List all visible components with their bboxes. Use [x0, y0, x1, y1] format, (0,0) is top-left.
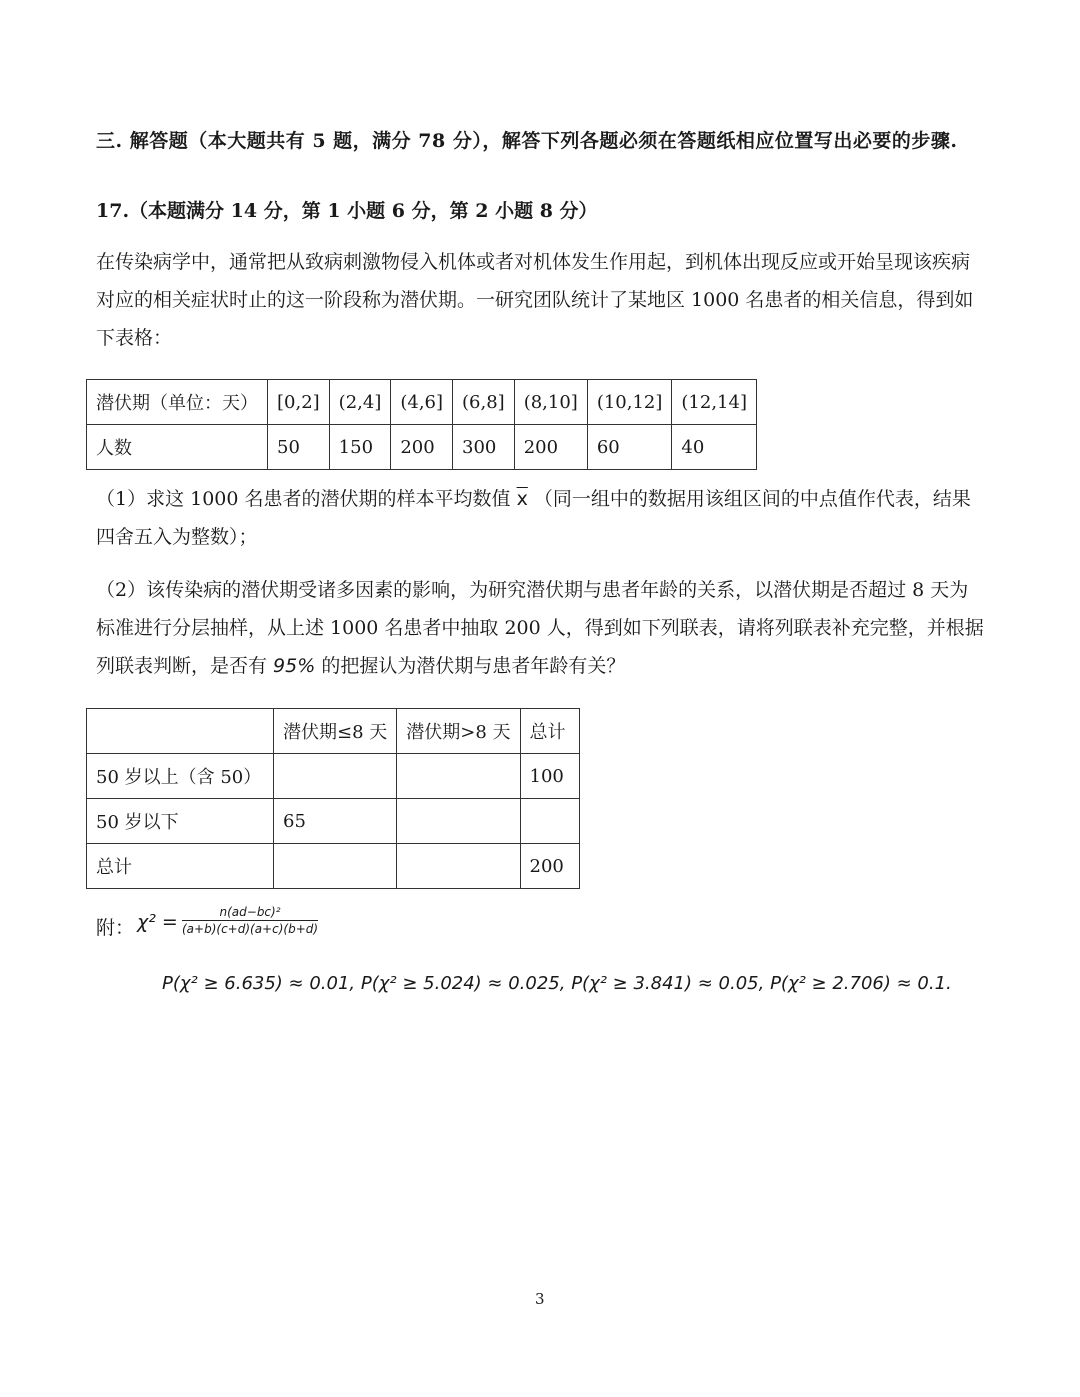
- contingency-table: [86, 708, 580, 889]
- table-cell: [0,2]: [268, 380, 330, 425]
- table-cell: 150: [329, 425, 391, 470]
- part-1-after: （同一组中的数据用该组区间的中点值作代表，结果四舍五入为整数）；: [96, 488, 971, 548]
- part-2-after: 的把握认为潜伏期与患者年龄有关？: [315, 655, 626, 677]
- table-cell: 50 岁以上（含 50）: [87, 754, 274, 799]
- critical-values: P(χ² ≥ 6.635) ≈ 0.01, P(χ² ≥ 5.024) ≈ 0.025, P(χ² ≥ 3.841) ≈ 0.05, P(χ² ≥ 2.706) ≈ 0.1.: [162, 973, 952, 994]
- table-cell: [520, 799, 579, 844]
- table-cell: 人数: [87, 425, 268, 470]
- part-1-text: [96, 480, 986, 556]
- part-2-text: [96, 571, 986, 685]
- section-title: 三. 解答题（本大题共有 5 题，满分 78 分），解答下列各题必须在答题纸相应位置写出必要的步骤.: [96, 130, 958, 152]
- table-cell: 200: [520, 844, 579, 889]
- table-cell: 潜伏期（单位：天）: [87, 380, 268, 425]
- table-cell: 60: [587, 425, 672, 470]
- table-cell: (10,12]: [587, 380, 672, 425]
- table-cell: (4,6]: [391, 380, 453, 425]
- table-row: [87, 380, 757, 425]
- table-cell: (6,8]: [453, 380, 515, 425]
- table-cell: 潜伏期≤8 天: [274, 709, 397, 754]
- appendix-label: 附：: [96, 917, 135, 939]
- table-cell: [274, 844, 397, 889]
- table-cell: 65: [274, 799, 397, 844]
- question-intro: 在传染病学中，通常把从致病刺激物侵入机体或者对机体发生作用起，到机体出现反应或开始呈现该疾病对应的相关症状时止的这一阶段称为潜伏期。一研究团队统计了某地区 1000 名患者的相关信息，得到如下表格：: [96, 251, 974, 349]
- confidence-percent: 95%: [273, 655, 316, 677]
- chi-square-fraction: [182, 905, 318, 936]
- table-cell: (8,10]: [514, 380, 587, 425]
- table-cell: 总计: [520, 709, 579, 754]
- table-cell: [274, 754, 397, 799]
- fraction-numerator: n(ad−bc)²: [182, 905, 318, 921]
- chi-square-symbol: χ² =: [137, 911, 178, 933]
- table-cell: [87, 709, 274, 754]
- table-cell: 200: [391, 425, 453, 470]
- table-row: [87, 425, 757, 470]
- table-cell: [397, 754, 520, 799]
- table-row: [87, 799, 580, 844]
- table-row: [87, 754, 580, 799]
- table-cell: 潜伏期>8 天: [397, 709, 520, 754]
- table-row: [87, 709, 580, 754]
- fraction-denominator: (a+b)(c+d)(a+c)(b+d): [182, 922, 319, 936]
- table-cell: [397, 799, 520, 844]
- table-cell: 300: [453, 425, 515, 470]
- table-cell: 50 岁以下: [87, 799, 274, 844]
- part-2-before: （2）该传染病的潜伏期受诸多因素的影响，为研究潜伏期与患者年龄的关系，以潜伏期是否超过 8 天为标准进行分层抽样，从上述 1000 名患者中抽取 200 人，得到如下列联表，请将列联表补充完整，并根据列联表判断，是否有: [96, 579, 984, 677]
- incubation-table: [86, 379, 757, 470]
- table-cell: 50: [268, 425, 330, 470]
- table-cell: 总计: [87, 844, 274, 889]
- question-title: 17.（本题满分 14 分，第 1 小题 6 分，第 2 小题 8 分）: [96, 200, 598, 222]
- table-cell: (12,14]: [672, 380, 757, 425]
- table-cell: 100: [520, 754, 579, 799]
- page-number: 3: [535, 1290, 545, 1308]
- table-row: [87, 844, 580, 889]
- table-cell: 200: [514, 425, 587, 470]
- table-cell: 40: [672, 425, 757, 470]
- table-cell: (2,4]: [329, 380, 391, 425]
- table-cell: [397, 844, 520, 889]
- part-1-before: （1）求这 1000 名患者的潜伏期的样本平均数值: [96, 488, 511, 510]
- x-bar-symbol: $\overline{x}$: [516, 488, 528, 510]
